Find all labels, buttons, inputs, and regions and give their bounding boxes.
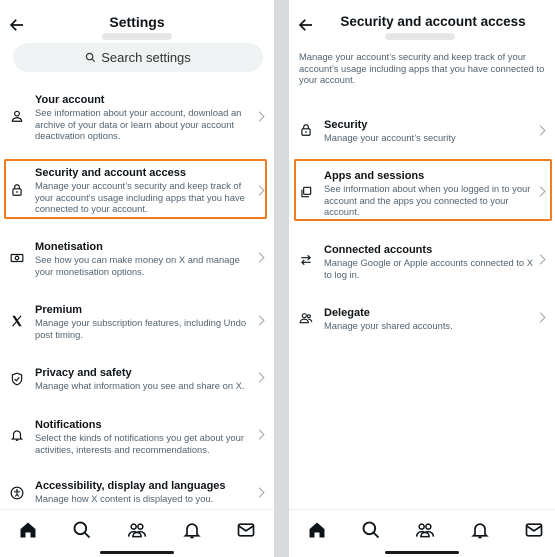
settings-item-privacy-and-safety[interactable] [0, 365, 274, 397]
page-title: Settings [109, 14, 165, 30]
item-description: Manage your subscription features, including Undo post timing. [35, 317, 247, 340]
item-title: Security and account access [35, 167, 187, 179]
home-indicator [100, 551, 174, 554]
mail-icon[interactable] [524, 520, 544, 540]
bell-icon[interactable] [470, 520, 490, 540]
settings-item-monetisation[interactable] [0, 239, 274, 279]
home-indicator [385, 551, 459, 554]
item-title: Connected accounts [324, 244, 433, 256]
copy-icon [299, 185, 313, 199]
lock-icon [10, 183, 24, 197]
back-arrow-icon[interactable] [297, 16, 315, 34]
item-description: See information about your account, download an archive of your data or learn about your account deactivation options. [35, 107, 242, 142]
security-item-connected-accounts[interactable] [289, 242, 555, 282]
bell-icon [10, 428, 24, 442]
home-icon[interactable] [307, 520, 327, 540]
security-item-delegate[interactable] [289, 305, 555, 335]
page-title: Security and account access [340, 14, 526, 29]
search-input[interactable] [13, 43, 263, 72]
item-title: Notifications [35, 419, 102, 431]
settings-screen [0, 0, 274, 557]
item-description: Manage your account’s security and keep track of your account’s usage including apps that you have connected to your account. [35, 180, 245, 215]
item-title: Apps and sessions [324, 170, 425, 182]
item-description: Manage Google or Apple accounts connected to X to log in. [324, 257, 533, 280]
intro-text: Manage your account’s security and keep track of your account’s usage including apps that you have connected to your account. [299, 51, 545, 86]
settings-item-your-account[interactable] [0, 92, 274, 144]
item-title: Premium [35, 304, 83, 316]
item-title: Monetisation [35, 241, 103, 253]
security-item-security[interactable] [289, 117, 555, 147]
item-title: Your account [35, 94, 105, 106]
money-icon [10, 251, 24, 265]
security-item-apps-and-sessions[interactable] [289, 168, 555, 216]
item-description: Manage how X content is displayed to you. [35, 493, 214, 504]
people-icon [299, 311, 313, 325]
chevron-right-icon [258, 252, 265, 263]
chevron-right-icon [258, 185, 265, 196]
item-description: Manage what information you see and share on X. [35, 380, 245, 391]
item-title: Privacy and safety [35, 367, 132, 379]
settings-item-security-and-account-access[interactable] [0, 165, 274, 217]
bell-icon[interactable] [182, 520, 202, 540]
mail-icon[interactable] [236, 520, 256, 540]
settings-item-premium[interactable] [0, 302, 274, 342]
lock-icon [299, 123, 313, 137]
bottom-tab-bar [0, 509, 274, 557]
search-icon[interactable] [361, 520, 381, 540]
shield-icon [10, 372, 24, 386]
x-logo-icon [10, 314, 24, 328]
security-screen [289, 0, 555, 557]
search-placeholder: Search settings [101, 50, 191, 65]
chevron-right-icon [258, 429, 265, 440]
bottom-tab-bar [289, 509, 555, 557]
username-blurred [102, 33, 172, 40]
settings-item-accessibility[interactable] [0, 478, 274, 510]
header [289, 0, 555, 40]
item-title: Security [324, 119, 368, 131]
settings-item-notifications[interactable] [0, 417, 274, 457]
accessibility-icon [10, 486, 24, 500]
username-blurred [385, 33, 455, 40]
item-description: See how you can make money on X and manage your monetisation options. [35, 254, 240, 277]
communities-icon[interactable] [127, 520, 147, 540]
person-icon [10, 109, 24, 123]
item-title: Delegate [324, 307, 370, 319]
chevron-right-icon [539, 125, 546, 136]
chevron-right-icon [539, 254, 546, 265]
search-icon[interactable] [72, 520, 92, 540]
swap-icon [299, 253, 313, 267]
item-description: Manage your account’s security [324, 132, 456, 143]
communities-icon[interactable] [415, 520, 435, 540]
header [0, 0, 274, 40]
item-description: Manage your shared accounts. [324, 320, 453, 331]
chevron-right-icon [258, 315, 265, 326]
item-description: Select the kinds of notifications you get about your activities, interests and recommendations. [35, 432, 244, 455]
home-icon[interactable] [18, 520, 38, 540]
chevron-right-icon [539, 312, 546, 323]
chevron-right-icon [258, 372, 265, 383]
search-icon [85, 52, 96, 63]
item-title: Accessibility, display and languages [35, 480, 226, 492]
chevron-right-icon [258, 111, 265, 122]
chevron-right-icon [539, 186, 546, 197]
chevron-right-icon [258, 487, 265, 498]
item-description: See information about when you logged in to your account and the apps you connected to your account. [324, 183, 531, 218]
